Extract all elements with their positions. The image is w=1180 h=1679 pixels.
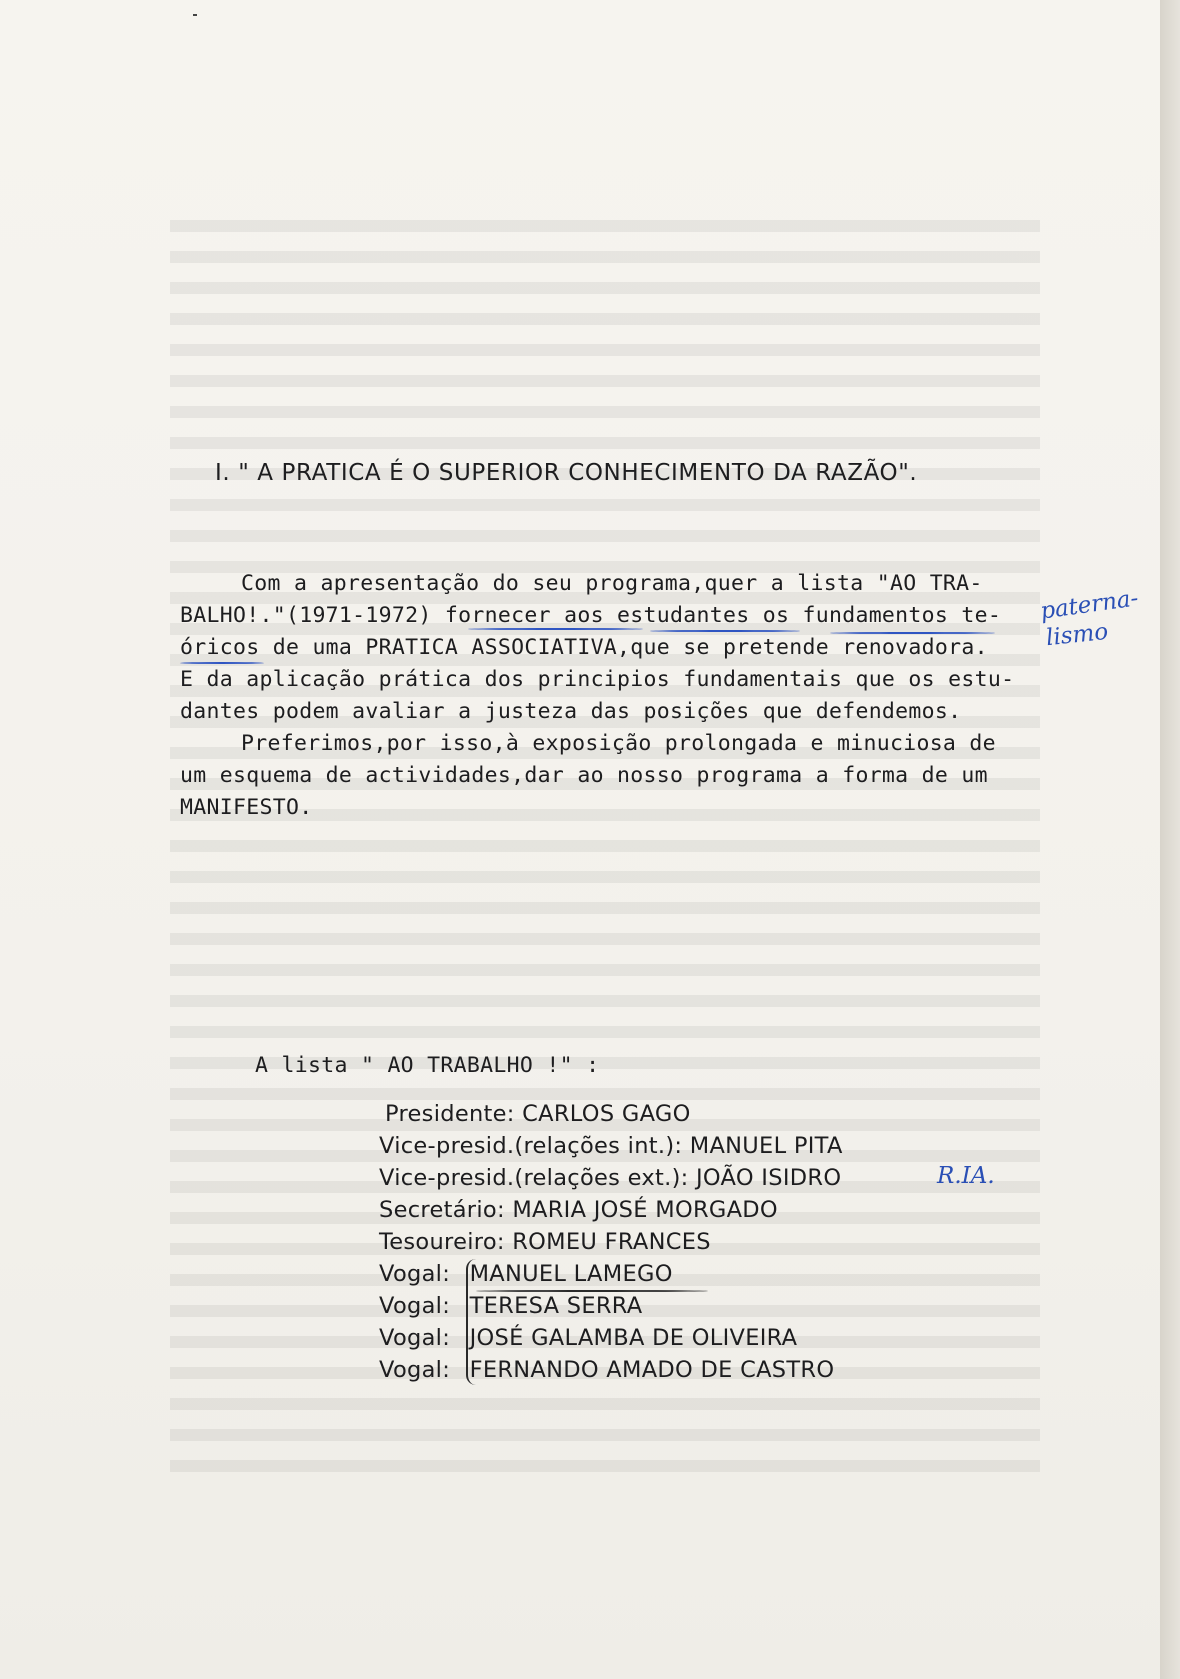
member-row-vogal xyxy=(379,1357,834,1383)
member-row-vogal xyxy=(379,1261,673,1287)
page-edge xyxy=(1160,0,1180,1679)
margin-note-paternalismo-1: paterna- xyxy=(1038,585,1140,625)
member-role: Presidente: xyxy=(385,1101,515,1127)
margin-note-paternalismo-2: lismo xyxy=(1044,618,1110,652)
member-role: Vice-presid.(relações int.): xyxy=(379,1133,683,1159)
handwritten-ria-note: R.IA. xyxy=(937,1163,995,1189)
paper-speck xyxy=(193,14,197,16)
member-name: FERNANDO AMADO DE CASTRO xyxy=(469,1357,835,1383)
handwritten-underline xyxy=(468,628,643,630)
handwritten-underline xyxy=(180,662,264,664)
paragraph-1-line-5: dantes podem avaliar a justeza das posições que defendemos. xyxy=(180,699,962,724)
member-name: MANUEL PITA xyxy=(689,1133,843,1159)
paragraph-1-line-3: óricos de uma PRATICA ASSOCIATIVA,que se pretende renovadora. xyxy=(180,635,988,660)
section-title: I. " A PRATICA É O SUPERIOR CONHECIMENTO DA RAZÃO". xyxy=(215,460,918,486)
member-role: Secretário: xyxy=(379,1197,505,1223)
handwritten-underline xyxy=(650,630,800,632)
pencil-underline xyxy=(476,1290,708,1292)
member-role: Vice-presid.(relações ext.): xyxy=(379,1165,689,1191)
member-name: ROMEU FRANCES xyxy=(512,1229,711,1255)
handwritten-underline xyxy=(830,632,995,634)
member-row-vogal xyxy=(379,1325,797,1351)
member-role: Vogal: xyxy=(379,1325,451,1351)
member-row-president xyxy=(385,1101,691,1127)
member-role: Tesoureiro: xyxy=(379,1229,505,1255)
member-name: JOÃO ISIDRO xyxy=(696,1165,842,1191)
member-role: Vogal: xyxy=(379,1261,451,1287)
member-role: Vogal: xyxy=(379,1293,451,1319)
member-name: TERESA SERRA xyxy=(469,1293,643,1319)
member-name: MANUEL LAMEGO xyxy=(469,1261,673,1287)
member-row-vice-president-int xyxy=(379,1133,843,1159)
member-row-secretary xyxy=(379,1197,778,1223)
paragraph-2-line-3: MANIFESTO. xyxy=(180,795,313,820)
paragraph-2-line-1: Preferimos,por isso,à exposição prolongada e minuciosa de xyxy=(241,731,996,756)
paragraph-1-line-4: E da aplicação prática dos principios fundamentais que os estu- xyxy=(180,667,1015,692)
member-name: JOSÉ GALAMBA DE OLIVEIRA xyxy=(469,1325,798,1351)
member-row-treasurer xyxy=(379,1229,711,1255)
member-name: MARIA JOSÉ MORGADO xyxy=(512,1197,778,1223)
paragraph-2-line-2: um esquema de actividades,dar ao nosso programa a forma de um xyxy=(180,763,988,788)
paragraph-1-line-2: BALHO!."(1971-1972) fornecer aos estudantes os fundamentos te- xyxy=(180,603,1002,628)
member-row-vogal xyxy=(379,1293,642,1319)
list-intro: A lista " AO TRABALHO !" : xyxy=(255,1053,600,1078)
member-name: CARLOS GAGO xyxy=(522,1101,691,1127)
member-row-vice-president-ext xyxy=(379,1165,841,1191)
paragraph-1-line-1: Com a apresentação do seu programa,quer a lista "AO TRA- xyxy=(241,571,983,596)
member-role: Vogal: xyxy=(379,1357,451,1383)
